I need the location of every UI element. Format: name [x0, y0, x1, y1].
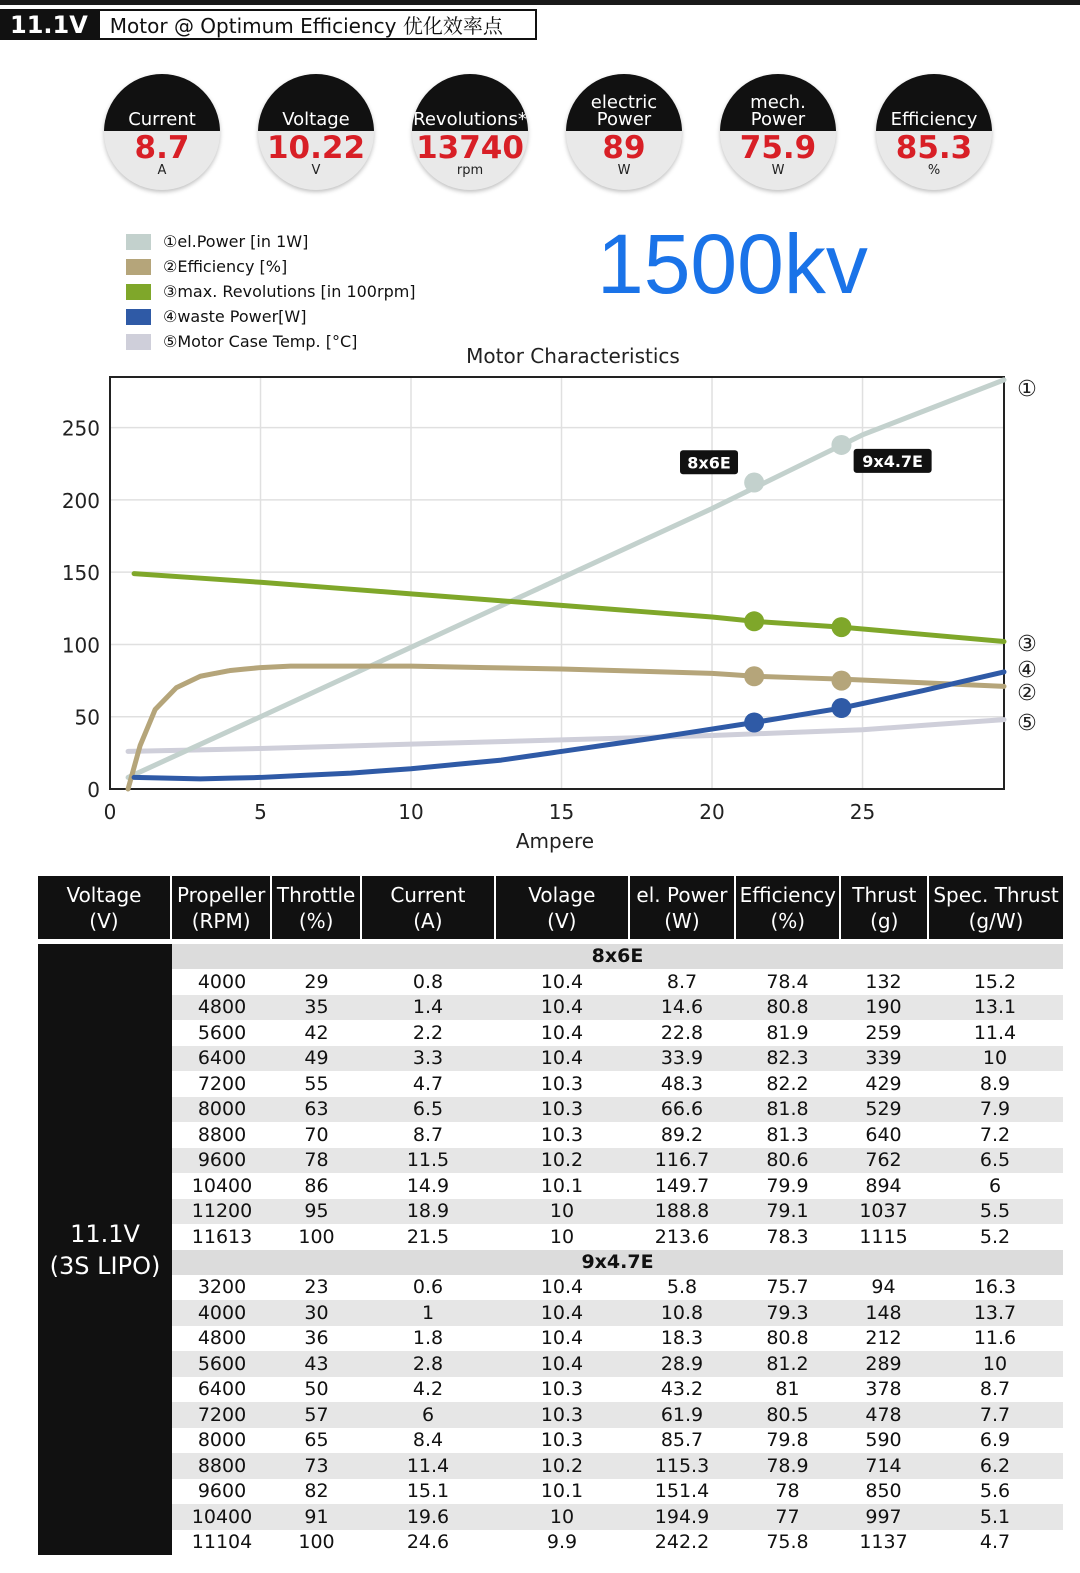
table-cell: 70: [304, 1123, 329, 1146]
annotation-label: 8x6E: [687, 453, 731, 473]
table-cell: 10.4: [540, 1047, 584, 1070]
column-header: Efficiency (%): [734, 876, 839, 939]
table-cell: 5.1: [979, 1505, 1011, 1528]
table-cell: 5.8: [666, 1276, 698, 1299]
table-cell: 13.7: [973, 1301, 1017, 1324]
legend-swatch: [126, 309, 151, 325]
legend-swatch: [126, 259, 151, 275]
table-cell: 6.5: [412, 1098, 444, 1121]
legend-label: ⑤Motor Case Temp. [°C]: [163, 332, 358, 351]
table-cell: 10.3: [540, 1429, 584, 1452]
table-cell: 78.4: [766, 970, 809, 993]
table-cell: 2.8: [412, 1352, 444, 1375]
table-cell: 10.4: [540, 1301, 584, 1324]
table-row: [172, 1504, 1063, 1530]
x-tick-label: 20: [699, 800, 725, 824]
table-cell: 81: [775, 1378, 800, 1401]
table-cell: 9600: [197, 1149, 247, 1172]
table-cell: 4.2: [412, 1378, 444, 1401]
column-header: Volage (V): [494, 876, 628, 939]
gauge-4: [720, 74, 836, 190]
series-point: [744, 611, 764, 631]
table-cell: 82.2: [766, 1072, 809, 1095]
table-cell: 10400: [191, 1505, 253, 1528]
table-row: [172, 1122, 1063, 1148]
table-cell: 10: [982, 1047, 1008, 1070]
series-point: [744, 713, 764, 733]
table-cell: 43: [304, 1352, 329, 1375]
legend-label: ④waste Power[W]: [163, 307, 307, 326]
table-cell: 6: [421, 1403, 435, 1426]
table-cell: 5.5: [979, 1200, 1011, 1223]
table-cell: 30: [304, 1301, 329, 1324]
table-cell: 5.6: [979, 1480, 1011, 1503]
table-cell: 6400: [197, 1378, 247, 1401]
table-cell: 49: [304, 1047, 329, 1070]
column-header: Throttle (%): [270, 876, 360, 939]
table-cell: 42: [304, 1021, 329, 1044]
gauge-unit: W: [771, 163, 785, 178]
table-cell: 80.5: [766, 1403, 809, 1426]
table-cell: 21.5: [406, 1225, 450, 1248]
gauge-header: [720, 74, 836, 131]
legend-item: [126, 304, 416, 329]
table-body: [38, 944, 1063, 1555]
table-cell: 8.7: [666, 970, 698, 993]
gauge-5: [876, 74, 992, 190]
table-cell: 7.7: [979, 1403, 1011, 1426]
table-cell: 188.8: [654, 1200, 710, 1223]
table-cell: 10.3: [540, 1072, 584, 1095]
table-cell: 4800: [197, 996, 247, 1019]
table-cell: 78: [775, 1480, 800, 1503]
gauge-label: electric Power: [590, 92, 658, 130]
series-end-label: ②: [1017, 681, 1037, 706]
legend-item: [126, 254, 416, 279]
table-cell: 35: [304, 996, 329, 1019]
table-cell: 36: [304, 1327, 329, 1350]
table-cell: 73: [304, 1454, 329, 1477]
table-cell: 19.6: [406, 1505, 450, 1528]
table-row: [172, 995, 1063, 1021]
table-cell: 242.2: [654, 1531, 710, 1554]
x-tick-label: 25: [849, 800, 876, 824]
table-cell: 57: [304, 1403, 329, 1426]
table-cell: 1.4: [412, 996, 444, 1019]
table-cell: 5600: [197, 1352, 247, 1375]
table-cell: 8800: [197, 1454, 247, 1477]
table-row: [172, 1199, 1063, 1225]
table-cell: 1.8: [412, 1327, 444, 1350]
motor-characteristics-chart: [0, 340, 1080, 870]
table-cell: 10.4: [540, 1276, 584, 1299]
table-cell: 894: [865, 1174, 902, 1197]
table-cell: 132: [865, 970, 902, 993]
header-voltage: 11.1V: [0, 9, 100, 40]
table-row: [172, 1300, 1063, 1326]
y-tick-label: 0: [87, 778, 100, 802]
gauge-0: [104, 74, 220, 190]
gauge-label: mech. Power: [750, 92, 806, 130]
table-cell: 81.2: [766, 1352, 809, 1375]
table-cell: 429: [865, 1072, 902, 1095]
table-row: [172, 1377, 1063, 1403]
table-row: [172, 1071, 1063, 1097]
table-cell: 14.9: [406, 1174, 450, 1197]
table-cell: 100: [298, 1531, 335, 1554]
x-tick-label: 10: [398, 800, 424, 824]
table-cell: 75.8: [766, 1531, 809, 1554]
section-header: 9x4.7E: [172, 1250, 1063, 1275]
table-cell: 11104: [191, 1531, 253, 1554]
table-cell: 148: [865, 1301, 902, 1324]
table-row: [172, 969, 1063, 995]
table-cell: 22.8: [660, 1021, 704, 1044]
x-axis-label: Ampere: [515, 829, 595, 853]
legend-item: [126, 229, 416, 254]
gauge-unit: rpm: [456, 163, 484, 178]
table-cell: 1037: [859, 1200, 908, 1223]
table-cell: 78.3: [766, 1225, 809, 1248]
column-header: el. Power (W): [628, 876, 734, 939]
table-cell: 4.7: [412, 1072, 444, 1095]
table-cell: 48.3: [660, 1072, 704, 1095]
table-cell: 10: [982, 1352, 1008, 1375]
table-cell: 259: [865, 1021, 902, 1044]
gauge-unit: V: [311, 163, 321, 178]
column-header: Thrust (g): [839, 876, 927, 939]
table-rows: [172, 944, 1063, 1555]
table-cell: 1: [421, 1301, 435, 1324]
gauge-value: 8.7: [134, 130, 190, 166]
table-cell: 94: [871, 1276, 896, 1299]
series-point: [744, 666, 764, 686]
table-cell: 10.8: [660, 1301, 704, 1324]
column-header: Propeller (RPM): [170, 876, 270, 939]
table-cell: 339: [865, 1047, 902, 1070]
table-cell: 4800: [197, 1327, 247, 1350]
table-cell: 81.3: [766, 1123, 809, 1146]
table-cell: 16.3: [973, 1276, 1017, 1299]
table-cell: 14.6: [660, 996, 704, 1019]
table-cell: 82.3: [766, 1047, 809, 1070]
table-cell: 43.2: [660, 1378, 704, 1401]
y-tick-label: 50: [74, 705, 100, 730]
gauge-header: [258, 74, 374, 131]
table-cell: 79.8: [766, 1429, 809, 1452]
y-tick-label: 150: [61, 561, 100, 586]
legend-label: ②Efficiency [%]: [163, 257, 288, 276]
table-cell: 1137: [859, 1531, 908, 1554]
legend-item: [126, 279, 416, 304]
table-header: [38, 876, 1063, 939]
table-cell: 10.4: [540, 1021, 584, 1044]
table-cell: 23: [304, 1276, 329, 1299]
table-row: [172, 1046, 1063, 1072]
table-cell: 9.9: [546, 1531, 578, 1554]
table-cell: 10: [549, 1505, 575, 1528]
table-cell: 10.3: [540, 1123, 584, 1146]
gauge-value: 85.3: [895, 130, 973, 166]
table-cell: 63: [304, 1098, 329, 1121]
table-cell: 7200: [197, 1072, 247, 1095]
kv-rating: 1500kv: [597, 217, 868, 311]
table-cell: 11200: [191, 1200, 253, 1223]
table-cell: 213.6: [654, 1225, 710, 1248]
legend-label: ③max. Revolutions [in 100rpm]: [163, 282, 416, 301]
table-cell: 55: [304, 1072, 329, 1095]
table-row: [172, 1351, 1063, 1377]
y-tick-label: 100: [61, 633, 100, 658]
table-cell: 10.3: [540, 1403, 584, 1426]
table-cell: 8000: [197, 1098, 247, 1121]
table-cell: 10.3: [540, 1378, 584, 1401]
series-point: [831, 698, 851, 718]
table-cell: 1115: [859, 1225, 908, 1248]
table-cell: 11.4: [406, 1454, 450, 1477]
table-cell: 29: [304, 970, 329, 993]
table-cell: 78.9: [766, 1454, 809, 1477]
table-cell: 61.9: [660, 1403, 704, 1426]
table-cell: 10.4: [540, 1352, 584, 1375]
page-header: [0, 9, 537, 40]
table-cell: 10: [549, 1225, 575, 1248]
table-cell: 81.8: [766, 1098, 809, 1121]
table-cell: 81.9: [766, 1021, 809, 1044]
table-cell: 7200: [197, 1403, 247, 1426]
gauge-2: [412, 74, 528, 190]
y-tick-label: 200: [61, 488, 100, 513]
table-cell: 378: [865, 1378, 902, 1401]
table-cell: 10.4: [540, 996, 584, 1019]
table-cell: 289: [865, 1352, 902, 1375]
table-cell: 3200: [197, 1276, 247, 1299]
table-cell: 6.5: [979, 1149, 1011, 1172]
table-cell: 77: [775, 1505, 800, 1528]
table-cell: 5600: [197, 1021, 247, 1044]
gauge-1: [258, 74, 374, 190]
table-cell: 4000: [197, 970, 247, 993]
column-header: Spec. Thrust (g/W): [927, 876, 1063, 939]
table-cell: 79.9: [766, 1174, 809, 1197]
table-row: [172, 1479, 1063, 1505]
table-cell: 95: [304, 1200, 329, 1223]
table-row: [172, 1402, 1063, 1428]
table-row: [172, 1453, 1063, 1479]
gauge-header: [876, 74, 992, 131]
header-title: Motor @ Optimum Efficiency 优化效率点: [100, 9, 537, 40]
table-cell: 8.7: [979, 1378, 1011, 1401]
table-cell: 0.8: [412, 970, 444, 993]
table-cell: 79.3: [766, 1301, 809, 1324]
table-row: [172, 1148, 1063, 1174]
table-cell: 13.1: [973, 996, 1017, 1019]
table-cell: 4000: [197, 1301, 247, 1324]
gauge-unit: %: [927, 163, 941, 178]
table-row: [172, 1173, 1063, 1199]
table-cell: 10.2: [540, 1149, 584, 1172]
table-cell: 2.2: [412, 1021, 444, 1044]
table-cell: 9600: [197, 1480, 247, 1503]
table-cell: 75.7: [766, 1276, 809, 1299]
section-header: 8x6E: [172, 944, 1063, 969]
table-cell: 529: [865, 1098, 902, 1121]
table-cell: 28.9: [660, 1352, 704, 1375]
legend-label: ①el.Power [in 1W]: [163, 232, 309, 251]
table-cell: 4.7: [979, 1531, 1011, 1554]
table-cell: 11.5: [406, 1149, 450, 1172]
table-cell: 5.2: [979, 1225, 1011, 1248]
table-row: [172, 1224, 1063, 1250]
gauge-value: 89: [602, 130, 646, 166]
table-row: [172, 1020, 1063, 1046]
table-cell: 997: [865, 1505, 902, 1528]
table-cell: 149.7: [654, 1174, 710, 1197]
performance-table: [38, 876, 1063, 1555]
table-cell: 590: [865, 1429, 902, 1452]
series-end-label: ①: [1017, 377, 1037, 402]
table-row: [172, 1530, 1063, 1556]
x-tick-label: 15: [548, 800, 575, 824]
table-cell: 79.1: [766, 1200, 809, 1223]
series-point: [831, 435, 851, 455]
table-cell: 100: [298, 1225, 335, 1248]
series-point: [744, 473, 764, 493]
column-header: Current (A): [360, 876, 494, 939]
table-cell: 91: [304, 1505, 329, 1528]
table-cell: 8.4: [412, 1429, 444, 1452]
table-cell: 10.1: [540, 1174, 584, 1197]
table-cell: 65: [304, 1429, 329, 1452]
gauge-label: Revolutions*: [413, 109, 527, 130]
table-cell: 6400: [197, 1047, 247, 1070]
table-cell: 640: [865, 1123, 902, 1146]
table-cell: 11613: [191, 1225, 253, 1248]
gauge-label: Efficiency: [890, 109, 978, 130]
table-cell: 33.9: [660, 1047, 704, 1070]
table-cell: 190: [865, 996, 902, 1019]
table-cell: 850: [865, 1480, 902, 1503]
table-cell: 3.3: [412, 1047, 444, 1070]
table-cell: 10.4: [540, 1327, 584, 1350]
table-cell: 80.8: [766, 1327, 809, 1350]
series-end-label: ⑤: [1017, 711, 1037, 736]
table-cell: 80.8: [766, 996, 809, 1019]
table-cell: 10.4: [540, 970, 584, 993]
table-cell: 18.9: [406, 1200, 450, 1223]
y-tick-label: 250: [61, 416, 100, 441]
table-cell: 85.7: [660, 1429, 704, 1452]
table-cell: 8.9: [979, 1072, 1011, 1095]
gauge-unit: A: [157, 163, 167, 178]
table-cell: 7.9: [979, 1098, 1011, 1121]
table-cell: 18.3: [660, 1327, 704, 1350]
table-cell: 11.6: [973, 1327, 1017, 1350]
series-end-label: ③: [1017, 632, 1037, 657]
propeller-annotation: [680, 450, 738, 474]
table-cell: 86: [304, 1174, 329, 1197]
table-cell: 10.1: [540, 1480, 584, 1503]
x-tick-label: 0: [103, 800, 117, 824]
voltage-cell: 11.1V (3S LIPO): [38, 944, 172, 1555]
table-cell: 6: [988, 1174, 1002, 1197]
table-row: [172, 1275, 1063, 1301]
gauge-value: 13740: [416, 130, 524, 166]
gauge-header: [566, 74, 682, 131]
propeller-annotation: [854, 449, 932, 473]
table-cell: 762: [865, 1149, 902, 1172]
table-cell: 78: [304, 1149, 329, 1172]
table-cell: 6.9: [979, 1429, 1011, 1452]
table-cell: 6.2: [979, 1454, 1011, 1477]
table-cell: 212: [865, 1327, 902, 1350]
table-row: [172, 1097, 1063, 1123]
table-cell: 80.6: [766, 1149, 809, 1172]
table-cell: 15.2: [973, 970, 1017, 993]
annotation-label: 9x4.7E: [862, 451, 923, 471]
table-cell: 0.6: [412, 1276, 444, 1299]
chart-title: Motor Characteristics: [466, 344, 680, 368]
table-cell: 8000: [197, 1429, 247, 1452]
table-cell: 151.4: [654, 1480, 710, 1503]
table-cell: 8800: [197, 1123, 247, 1146]
table-cell: 89.2: [660, 1123, 704, 1146]
table-cell: 50: [304, 1378, 329, 1401]
table-cell: 11.4: [973, 1021, 1017, 1044]
gauge-label: Voltage: [282, 109, 350, 130]
gauge-value: 10.22: [266, 130, 366, 166]
series-point: [831, 671, 851, 691]
table-cell: 24.6: [406, 1531, 450, 1554]
gauge-unit: W: [617, 163, 631, 178]
top-rule: [0, 0, 1080, 5]
series-point: [831, 617, 851, 637]
table-row: [172, 1326, 1063, 1352]
x-tick-label: 5: [254, 800, 267, 824]
table-cell: 10: [549, 1200, 575, 1223]
table-cell: 714: [865, 1454, 902, 1477]
gauge-header: [412, 74, 528, 131]
legend-swatch: [126, 284, 151, 300]
gauge-3: [566, 74, 682, 190]
table-cell: 82: [304, 1480, 329, 1503]
table-cell: 10400: [191, 1174, 253, 1197]
table-row: [172, 1428, 1063, 1454]
table-cell: 194.9: [654, 1505, 710, 1528]
table-cell: 115.3: [654, 1454, 710, 1477]
table-cell: 66.6: [660, 1098, 704, 1121]
gauge-header: [104, 74, 220, 131]
table-cell: 10.2: [540, 1454, 584, 1477]
table-cell: 8.7: [412, 1123, 444, 1146]
table-cell: 116.7: [654, 1149, 710, 1172]
chart-legend: [126, 229, 416, 354]
series-end-label: ④: [1017, 658, 1037, 683]
table-cell: 10.3: [540, 1098, 584, 1121]
table-cell: 7.2: [979, 1123, 1011, 1146]
legend-swatch: [126, 234, 151, 250]
gauge-value: 75.9: [739, 130, 817, 166]
table-cell: 15.1: [406, 1480, 450, 1503]
column-header: Voltage (V): [66, 882, 142, 933]
gauge-label: Current: [128, 109, 196, 130]
table-cell: 478: [865, 1403, 902, 1426]
